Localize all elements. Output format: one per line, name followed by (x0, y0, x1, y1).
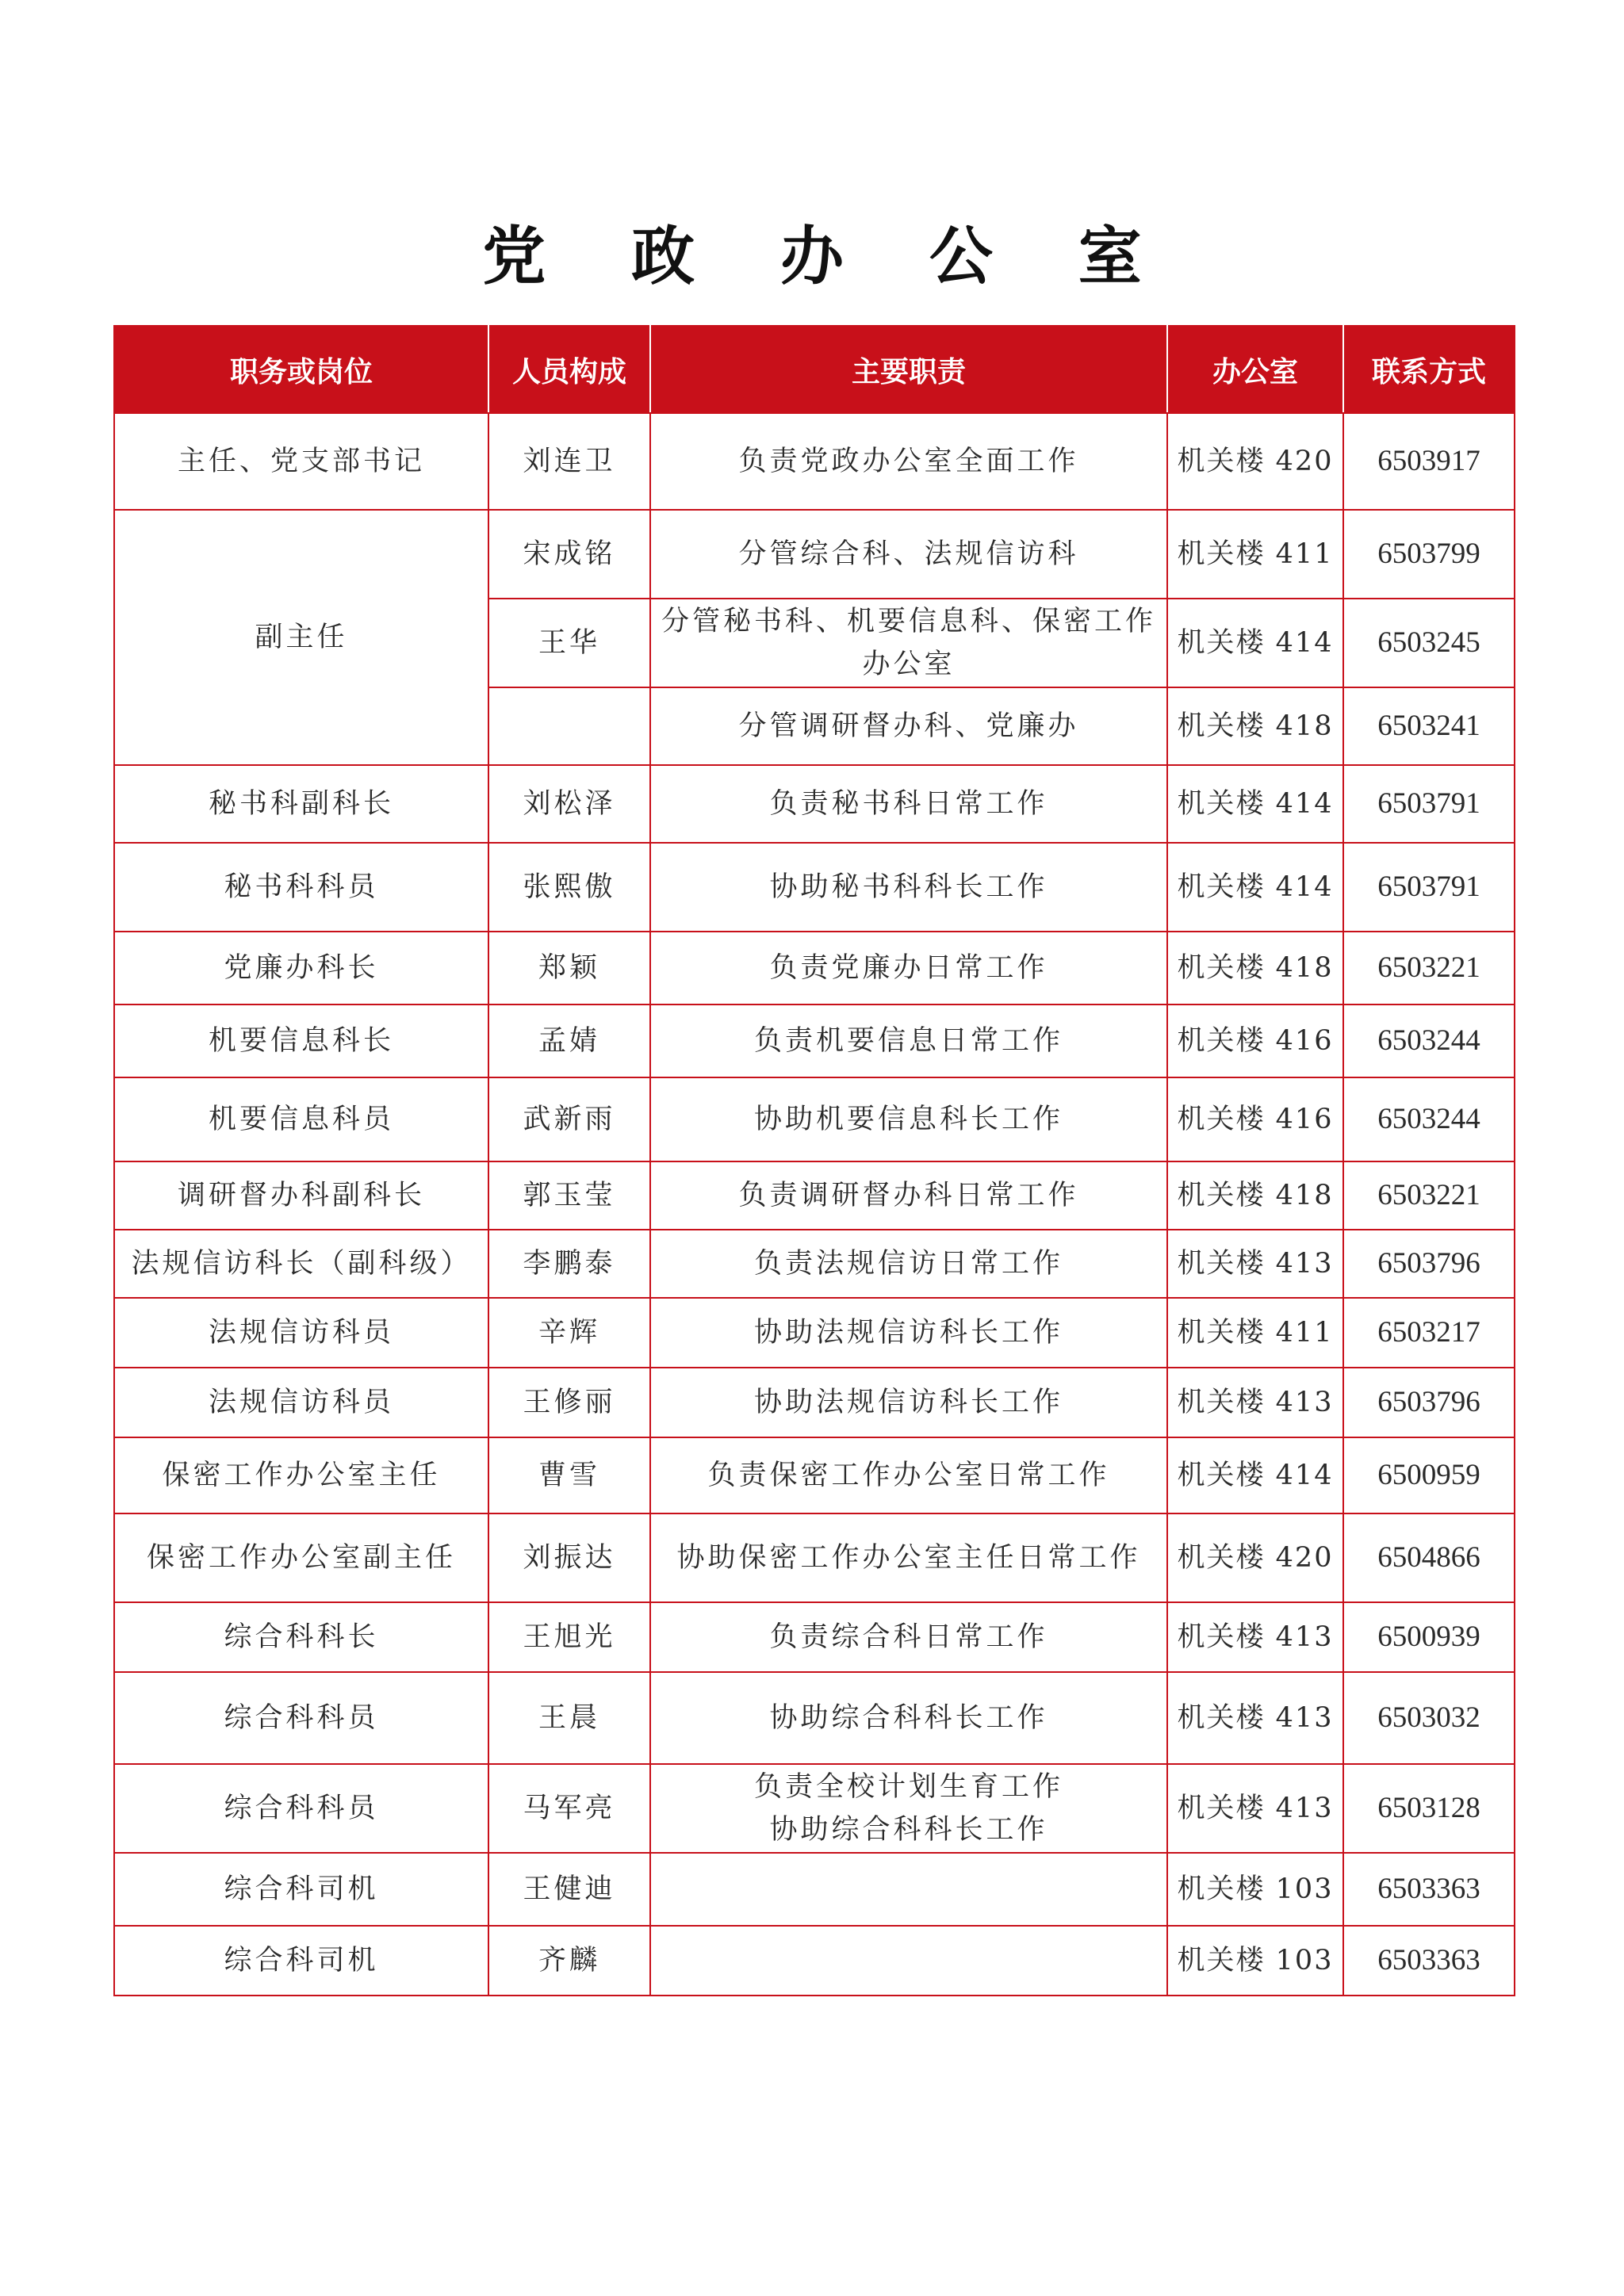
duty-cell (650, 1926, 1167, 1996)
header-name: 人员构成 (488, 326, 650, 413)
table-row (114, 1368, 1515, 1437)
name-cell (488, 687, 650, 765)
room-cell: 机关楼 414 (1167, 1437, 1343, 1513)
phone-cell: 6503796 (1343, 1230, 1515, 1298)
duty-cell: 协助机要信息科长工作 (650, 1077, 1167, 1161)
phone-cell: 6503796 (1343, 1368, 1515, 1437)
position-cell: 秘书科科员 (114, 843, 488, 932)
duty-cell: 负责综合科日常工作 (650, 1602, 1167, 1672)
phone-cell: 6503032 (1343, 1672, 1515, 1764)
phone-cell: 6503799 (1343, 510, 1515, 599)
header-room: 办公室 (1167, 326, 1343, 413)
duty-line-2: 协助综合科科长工作 (769, 1814, 1048, 1846)
phone-cell: 6504866 (1343, 1513, 1515, 1602)
duty-cell: 协助法规信访科长工作 (650, 1298, 1167, 1368)
position-cell: 综合科司机 (114, 1926, 488, 1996)
room-cell: 机关楼 413 (1167, 1672, 1343, 1764)
name-cell: 王修丽 (488, 1368, 650, 1437)
duty-cell: 负责党廉办日常工作 (650, 932, 1167, 1004)
table-row (114, 1298, 1515, 1368)
room-cell: 机关楼 418 (1167, 687, 1343, 765)
position-cell: 保密工作办公室副主任 (114, 1513, 488, 1602)
table-row (114, 1513, 1515, 1602)
table-header-row (114, 326, 1515, 413)
phone-cell: 6503241 (1343, 687, 1515, 765)
duty-cell: 分管综合科、法规信访科 (650, 510, 1167, 599)
table-row (114, 1602, 1515, 1672)
name-cell: 刘连卫 (488, 413, 650, 510)
room-cell: 机关楼 420 (1167, 413, 1343, 510)
name-cell: 王晨 (488, 1672, 650, 1764)
position-cell: 保密工作办公室主任 (114, 1437, 488, 1513)
phone-cell: 6503244 (1343, 1077, 1515, 1161)
name-cell: 武新雨 (488, 1077, 650, 1161)
phone-cell: 6503221 (1343, 1161, 1515, 1230)
phone-cell: 6500959 (1343, 1437, 1515, 1513)
name-cell: 王健迪 (488, 1853, 650, 1926)
staff-directory-table (113, 325, 1515, 1996)
duty-cell (650, 1853, 1167, 1926)
position-cell: 调研督办科副科长 (114, 1161, 488, 1230)
table-row (114, 1437, 1515, 1513)
phone-cell: 6503245 (1343, 599, 1515, 687)
table-row (114, 510, 1515, 599)
name-cell: 宋成铭 (488, 510, 650, 599)
name-cell: 李鹏泰 (488, 1230, 650, 1298)
table-row (114, 932, 1515, 1004)
duty-cell: 协助法规信访科长工作 (650, 1368, 1167, 1437)
room-cell: 机关楼 413 (1167, 1368, 1343, 1437)
table-row (114, 1004, 1515, 1077)
header-phone: 联系方式 (1343, 326, 1515, 413)
table-row (114, 1161, 1515, 1230)
name-cell: 刘松泽 (488, 765, 650, 843)
table-row (114, 1672, 1515, 1764)
room-cell: 机关楼 413 (1167, 1764, 1343, 1853)
duty-cell: 负责法规信访日常工作 (650, 1230, 1167, 1298)
duty-cell: 负责保密工作办公室日常工作 (650, 1437, 1167, 1513)
duty-cell: 协助综合科科长工作 (650, 1672, 1167, 1764)
name-cell: 王旭光 (488, 1602, 650, 1672)
table-row (114, 1077, 1515, 1161)
position-cell: 法规信访科员 (114, 1298, 488, 1368)
position-cell: 机要信息科员 (114, 1077, 488, 1161)
position-cell: 法规信访科长（副科级） (114, 1230, 488, 1298)
phone-cell: 6503791 (1343, 843, 1515, 932)
phone-cell: 6503363 (1343, 1926, 1515, 1996)
room-cell: 机关楼 418 (1167, 932, 1343, 1004)
name-cell: 辛辉 (488, 1298, 650, 1368)
position-cell: 副主任 (114, 510, 488, 765)
room-cell: 机关楼 420 (1167, 1513, 1343, 1602)
position-cell: 机要信息科长 (114, 1004, 488, 1077)
position-cell: 主任、党支部书记 (114, 413, 488, 510)
room-cell: 机关楼 414 (1167, 765, 1343, 843)
header-position: 职务或岗位 (114, 326, 488, 413)
page-title: 党 政 办 公 室 (482, 219, 1174, 293)
duty-cell (650, 1764, 1167, 1853)
phone-cell: 6503128 (1343, 1764, 1515, 1853)
room-cell: 机关楼 103 (1167, 1853, 1343, 1926)
duty-cell: 分管秘书科、机要信息科、保密工作办公室 (650, 599, 1167, 687)
header-duty: 主要职责 (650, 326, 1167, 413)
phone-cell: 6503917 (1343, 413, 1515, 510)
phone-cell: 6503221 (1343, 932, 1515, 1004)
phone-cell: 6500939 (1343, 1602, 1515, 1672)
duty-cell: 负责秘书科日常工作 (650, 765, 1167, 843)
duty-line-1: 负责全校计划生育工作 (753, 1771, 1063, 1803)
duty-cell: 协助保密工作办公室主任日常工作 (650, 1513, 1167, 1602)
duty-cell: 负责机要信息日常工作 (650, 1004, 1167, 1077)
duty-cell: 分管调研督办科、党廉办 (650, 687, 1167, 765)
position-cell: 秘书科副科长 (114, 765, 488, 843)
position-cell: 综合科科长 (114, 1602, 488, 1672)
table-row (114, 1853, 1515, 1926)
table-row (114, 1926, 1515, 1996)
name-cell: 郑颖 (488, 932, 650, 1004)
room-cell: 机关楼 414 (1167, 843, 1343, 932)
table-row (114, 765, 1515, 843)
name-cell: 马军亮 (488, 1764, 650, 1853)
phone-cell: 6503363 (1343, 1853, 1515, 1926)
phone-cell: 6503244 (1343, 1004, 1515, 1077)
table-row (114, 413, 1515, 510)
position-cell: 党廉办科长 (114, 932, 488, 1004)
name-cell: 刘振达 (488, 1513, 650, 1602)
phone-cell: 6503791 (1343, 765, 1515, 843)
position-cell: 综合科司机 (114, 1853, 488, 1926)
position-cell: 综合科科员 (114, 1764, 488, 1853)
room-cell: 机关楼 414 (1167, 599, 1343, 687)
room-cell: 机关楼 416 (1167, 1004, 1343, 1077)
table-row (114, 843, 1515, 932)
room-cell: 机关楼 418 (1167, 1161, 1343, 1230)
table-row (114, 1764, 1515, 1853)
room-cell: 机关楼 413 (1167, 1602, 1343, 1672)
duty-cell: 负责调研督办科日常工作 (650, 1161, 1167, 1230)
table-row (114, 1230, 1515, 1298)
room-cell: 机关楼 416 (1167, 1077, 1343, 1161)
name-cell: 张熙傲 (488, 843, 650, 932)
duty-cell: 协助秘书科科长工作 (650, 843, 1167, 932)
position-cell: 法规信访科员 (114, 1368, 488, 1437)
name-cell: 孟婧 (488, 1004, 650, 1077)
phone-cell: 6503217 (1343, 1298, 1515, 1368)
name-cell: 郭玉莹 (488, 1161, 650, 1230)
room-cell: 机关楼 411 (1167, 1298, 1343, 1368)
name-cell: 齐麟 (488, 1926, 650, 1996)
duty-cell: 负责党政办公室全面工作 (650, 413, 1167, 510)
position-cell: 综合科科员 (114, 1672, 488, 1764)
name-cell: 曹雪 (488, 1437, 650, 1513)
room-cell: 机关楼 103 (1167, 1926, 1343, 1996)
room-cell: 机关楼 413 (1167, 1230, 1343, 1298)
name-cell: 王华 (488, 599, 650, 687)
room-cell: 机关楼 411 (1167, 510, 1343, 599)
